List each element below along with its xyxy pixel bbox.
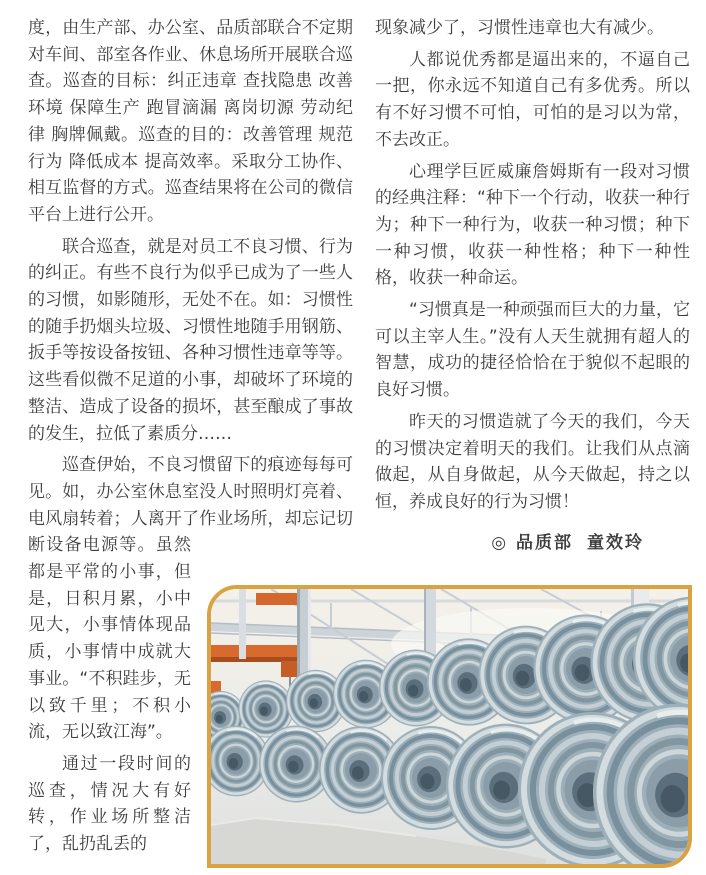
paragraph-left-4: 通过一段时间的巡查，情况大有好转，作业场所整洁了，乱扔乱丢的 xyxy=(28,753,191,855)
paragraph-left-3: 巡查伊始，不良习惯留下的痕迹每每可见。如，办公室休息室没人时照明灯亮着、电风扇转着；人离开了作业场所，却忘记切断设备电源等。虽然都是平常的小事，但是，日积月累，小中见大，小事情体现品质，小事情中成就大事业。“不积跬步，无以致千里；不积小流，无以致江海”。 xyxy=(28,455,353,743)
paragraph-left-1: 度，由生产部、办公室、品质部联合不定期对车间、部室各作业、休息场所开展联合巡查。巡查的目标：纠正违章 查找隐患 改善环境 保障生产 跑冒滴漏 离岗切源 劳动纪律 胸牌佩戴。巡查的目的：改善管理 规范行为 降低成本 提高效率。采取分工协作、相互监督的方式。巡查结果将在公司的微信平台上进行公开。 xyxy=(28,18,353,225)
paragraph-right-4: “习惯真是一种顽强而巨大的力量，它可以主宰人生。”没有人天生就拥有超人的智慧，成功的捷径恰恰在于貌似不起眼的良好习惯。 xyxy=(375,300,690,401)
photo-frame xyxy=(207,585,692,868)
byline-marker-icon: ◎ xyxy=(491,532,509,553)
paragraph-right-1: 现象减少了，习惯性违章也大有减少。 xyxy=(375,18,664,38)
paragraph-left-2: 联合巡查，就是对员工不良习惯、行为的纠正。有些不良行为似乎已成为了一些人的习惯，如影随形，无处不在。如：习惯性的随手扔烟头垃圾、习惯性地随手用钢筋、扳手等按设备按钮、各种习惯性违章等等。这些看似微不足道的小事，却破坏了环境的整洁、造成了设备的损坏，甚至酿成了事故的发生，拉低了素质分…… xyxy=(28,236,353,444)
byline-department: 品质部 xyxy=(516,532,573,553)
byline xyxy=(375,530,690,557)
paragraph-right-5: 昨天的习惯造就了今天的我们，今天的习惯决定着明天的我们。让我们从点滴做起，从自身做起，从今天做起，持之以恒，养成良好的行为习惯！ xyxy=(375,411,690,512)
paragraph-right-3: 心理学巨匠威廉詹姆斯有一段对习惯的经典注释：“种下一个行动，收获一种行为；种下一种行为，收获一种习惯；种下一种习惯，收获一种性格；种下一种性格，收获一种命运。 xyxy=(375,161,690,289)
right-column xyxy=(375,15,690,556)
paragraph-right-2: 人都说优秀都是逼出来的，不逼自己一把，你永远不知道自己有多优秀。所以有不好习惯不可怕，可怕的是习以为常，不去改正。 xyxy=(375,49,690,150)
byline-author: 童效玲 xyxy=(587,532,644,553)
photo-steel-wire-coils xyxy=(211,589,688,864)
